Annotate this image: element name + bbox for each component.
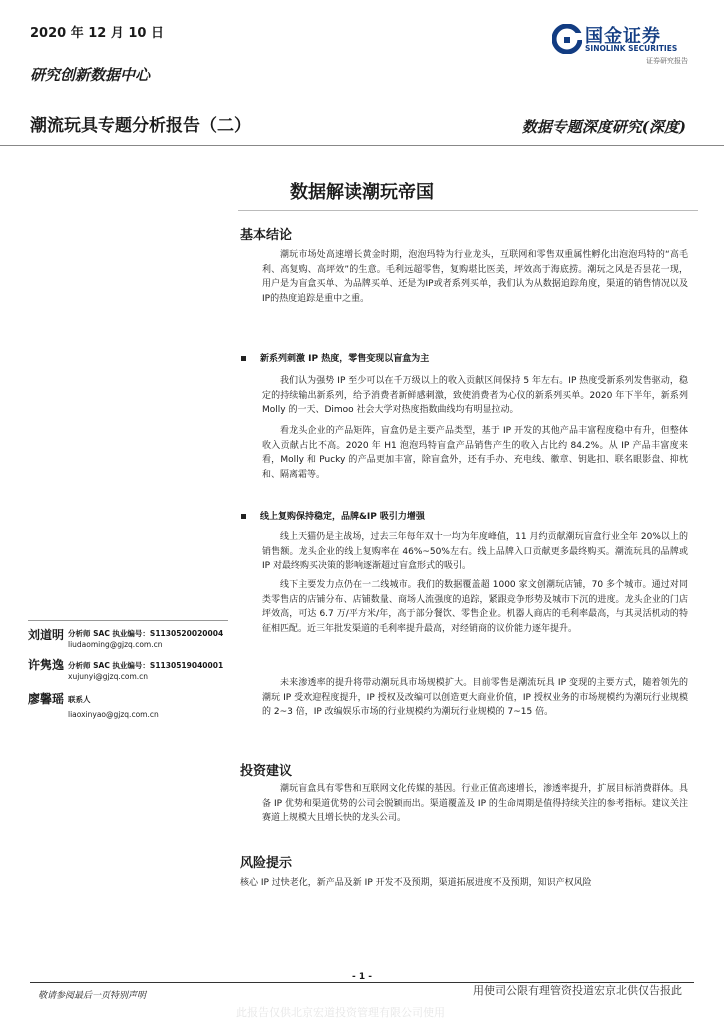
logo-text: 国金证券 [585, 26, 661, 47]
analyst-name: 刘道明 [28, 628, 65, 642]
title-divider [238, 210, 698, 211]
report-type: 数据专题深度研究(深度) [521, 118, 686, 136]
bullet1-paragraph-1: 我们认为强势 IP 至少可以在千万级以上的收入贡献区间保持 5 年左右。IP 热度受新系列发售驱动，稳定的持续输出新系列，给予消费者新鲜感刺激，致使消费者为心仪的新系列买单。2020 年下半年，新系列 Molly 的一天、Dimoo 社会大学对热度指数曲线均有明显拉动。 [262, 376, 688, 415]
bullet-heading-1 [241, 351, 429, 364]
advice-paragraph: 潮玩盲盒具有零售和互联网文化传媒的基因。行业正值高速增长，渗透率提升，扩展目标消费群体。具备 IP 优势和渠道优势的公司会脱颖而出。渠道覆盖及 IP 的生命周期是值得持续关注的参考指标。建议关注赛道上规模大且增长快的龙头公司。 [262, 784, 688, 823]
section-heading-risk: 风险提示 [240, 856, 293, 871]
bullet2-paragraph-2: 线下主要发力点仍在一二线城市。我们的数据覆盖超 1000 家文创潮玩店铺，70 多个城市。通过对同类零售店的店铺分布、店铺数量、商场人流强度的追踪，紧跟竞争形势及城市下沉的进度。龙头企业的门店坪效高，可达 6.7 万/平方米/年，高于部分餐饮、零售企业。机器人商店的毛利率最高，与其灵活机动的特征相匹配。近三年批发渠道的毛利率提升最高，对经销商的议价能力逐年提升。 [262, 580, 688, 634]
logo-english: SINOLINK SECURITIES [585, 44, 678, 53]
report-date: 2020 年 12 月 10 日 [30, 26, 164, 41]
analyst-cert: 分析师 SAC 执业编号：S1130519040001 [68, 661, 224, 670]
bullet-square-icon [241, 514, 246, 519]
bullet-square-icon [241, 356, 246, 361]
analyst-name: 廖馨瑶 [28, 692, 65, 706]
analyst-name: 许隽逸 [28, 658, 65, 672]
footer-watermark: 用使司公限有理管资投道宏京北供仅告报此 [473, 984, 682, 997]
bullet-heading-2 [241, 509, 425, 522]
section-heading-advice: 投资建议 [240, 764, 293, 779]
bullet2-paragraph-1: 线上天猫仍是主战场，过去三年每年双十一均为年度峰值，11 月约贡献潮玩盲盒行业全年 20%以上的销售额。龙头企业的线上复购率在 46%~50%左右。线上品牌入口贡献更多最终购买。潮流玩具的品牌或 IP 对最终购买决策的影响逐渐超过盲盒形式的吸引。 [262, 532, 688, 571]
analyst-cert: 分析师 SAC 执业编号：S1130520020004 [68, 629, 224, 638]
header-divider [0, 145, 724, 146]
analyst-email[interactable]: xujunyi@gjzq.com.cn [68, 672, 149, 681]
bottom-watermark: 此报告仅供北京宏道投资管理有限公司使用 [236, 1006, 445, 1019]
department-name: 研究创新数据中心 [30, 66, 151, 84]
logo-mark-icon [552, 24, 582, 54]
bullet1-paragraph-2: 看龙头企业的产品矩阵，盲盒仍是主要产品类型，基于 IP 开发的其他产品丰富程度稳中有升，但整体收入贡献占比不高。2020 年 H1 泡泡玛特盲盒产品销售产生的收入占比约 84.2%。从 IP 产品丰富度来看，Molly 和 Pucky 的产品更加丰富，除盲盒外，还有手办、充电线、徽章、钥匙扣、联名眼影盘、抑枕和、隔离霜等。 [262, 426, 688, 480]
bullet2-paragraph-3: 未来渗透率的提升将带动潮玩具市场规模扩大。目前零售是潮流玩具 IP 变现的主要方式，随着领先的潮玩 IP 受欢迎程度提升，IP 授权及改编可以创造更大商业价值，IP 授权业务的市场规模约为潮玩行业规模的 2~3 倍，IP 改编娱乐市场的行业规模约为潮玩行业规模的 7~15 倍。 [262, 678, 688, 717]
bullet-title: 线上复购保持稳定，品牌&IP 吸引力增强 [260, 512, 425, 522]
analyst-email[interactable]: liudaoming@gjzq.com.cn [68, 640, 163, 649]
basic-paragraph: 潮玩市场处高速增长黄金时期，泡泡玛特为行业龙头，互联网和零售双重属性孵化出泡泡玛特的“高毛利、高复购、高坪效”的生意。毛利远超零售，复购堪比医美，坪效高于海底捞。潮玩之风是否昙花一现，用户是为盲盒买单、为品牌买单、还是为IP或者系列买单，我们认为从数据追踪角度，渠道的销售情况以及IP的热度追踪是重中之重。 [262, 250, 688, 304]
section-heading-basic: 基本结论 [240, 228, 293, 243]
footer-disclaimer: 敬请参阅最后一页特别声明 [38, 991, 147, 1001]
logo-subtitle: 证券研究报告 [646, 57, 688, 65]
main-title: 数据解读潮玩帝国 [290, 182, 434, 203]
analyst-email[interactable]: liaoxinyao@gjzq.com.cn [68, 710, 159, 719]
page-number: - 1 - [352, 972, 372, 982]
risk-paragraph: 核心 IP 过快老化，新产品及新 IP 开发不及预期，渠道拓展进度不及预期，知识产权风险 [240, 878, 592, 888]
analyst-divider [28, 620, 228, 621]
bullet-title: 新系列刺激 IP 热度，零售变现以盲盒为主 [260, 354, 430, 364]
analyst-cert: 联系人 [68, 695, 91, 704]
report-title: 潮流玩具专题分析报告（二） [30, 116, 251, 136]
